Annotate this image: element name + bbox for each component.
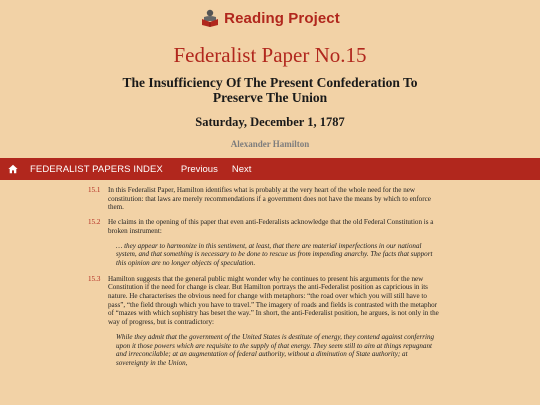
paragraph-15-2 [88,218,440,268]
block-quote: While they admit that the government of the United States is destitute of energy, they contend against conferring upon it those powers which are requisite to the supply of that energy. They seem still to aim at things repugnant and irreconcilable; at an augmentation of federal authority, without a diminution of State authority; at sovereignty in the Union, [116,332,435,367]
next-link[interactable]: Next [231,163,252,175]
publication-date: Saturday, December 1, 1787 [195,115,345,129]
paragraph-text: In this Federalist Paper, Hamilton identifies what is probably at the very heart of the whole need for the new constitution: that laws are merely recommendations if a government does not have the means by which to enforce them. [108,186,431,212]
book-reader-icon [200,8,220,28]
home-icon[interactable] [2,158,24,180]
previous-link[interactable]: Previous [180,163,218,175]
article-content [88,186,440,375]
page-subtitle: The Insufficiency Of The Present Confederation To Preserve The Union [122,75,418,105]
paragraph-15-1 [88,186,440,212]
page-title: Federalist Paper No.15 [173,43,367,67]
paragraph-number: 15.2 [88,218,101,227]
paragraph-number: 15.3 [88,274,101,283]
paragraph-number: 15.1 [88,186,101,194]
paragraph-text: He claims in the opening of this paper that even anti-Federalists acknowledge that the old Federal Constitution is a broken instrument: [108,218,434,235]
paragraph-text: Hamilton suggests that the general public might wonder why he continues to present his arguments for the new Constitution if the need for change is clear. But Hamilton portrays the anti-Federalist position as capricious in its nature. He characterises the obvious need for change with metaphors: “the road over which you will still have to pass”, “the field through which you have to travel.” The imagery of roads and fields is contrasted with the metaphor of “mazes with which sophistry has beset the way.” In short, the anti-Federalist position, he argues, is not only in the way of progress, but is contradictory: [108,274,439,327]
federalist-index-link[interactable]: FEDERALIST PAPERS INDEX [30,163,163,175]
main-navbar [0,158,540,180]
author-name: Alexander Hamilton [230,139,310,149]
block-quote: … they appear to harmonize in this sentiment, at least, that there are material imperfections in our national system, and that something is necessary to be done to rescue us from impending anarchy. The facts that support this opinion are no longer objects of speculation. [116,241,433,267]
logo-text: Reading Project [224,9,340,27]
paragraph-15-3 [88,275,440,368]
site-logo[interactable] [0,8,540,28]
